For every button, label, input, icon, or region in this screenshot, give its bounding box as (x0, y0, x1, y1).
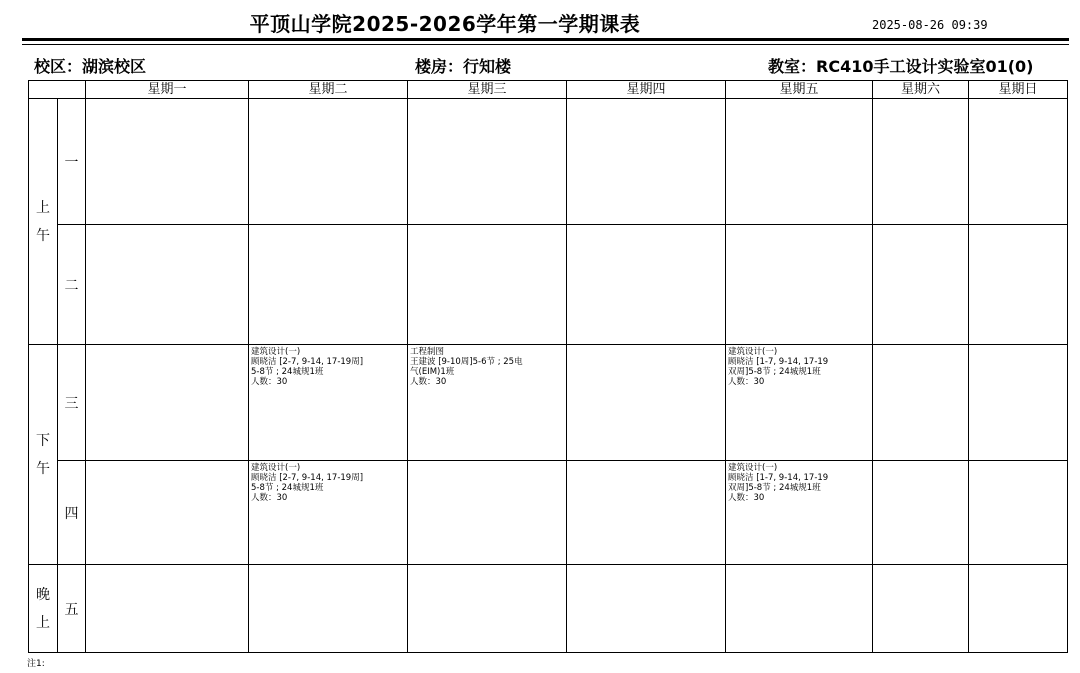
slot-p3-sun (969, 345, 1068, 461)
slot-p4-tue (249, 461, 408, 565)
slot-p5-wed (408, 565, 567, 653)
slot-p1-thu (567, 99, 726, 225)
slot-p1-sun (969, 99, 1068, 225)
footnote: 注1: (27, 659, 45, 669)
slot-p5-sun (969, 565, 1068, 653)
day-header-sunday: 星期日 (969, 81, 1068, 99)
day-header-tuesday: 星期二 (249, 81, 408, 99)
day-header-wednesday: 星期三 (408, 81, 567, 99)
day-header-saturday: 星期六 (873, 81, 969, 99)
half-day-evening-char-1: 晚 (36, 586, 50, 603)
header-rule-thick (22, 38, 1069, 41)
day-header-row (29, 81, 1068, 99)
course-entry: 工程制图 王建波 [9-10周]5-6节 ; 25电 气(EIM)1班 人数：30 (410, 347, 523, 387)
slot-p2-mon (86, 225, 249, 345)
slot-p1-tue (249, 99, 408, 225)
period-label-3: 三 (58, 345, 86, 461)
slot-p1-sat (873, 99, 969, 225)
slot-p4-sat (873, 461, 969, 565)
course-entry: 建筑设计(一) 顾晓洁 [1-7, 9-14, 17-19 双周]5-8节 ; 24城规1班 人数：30 (728, 347, 829, 387)
period-label-1: 一 (58, 99, 86, 225)
slot-p4-mon (86, 461, 249, 565)
header-rule-thin (22, 44, 1069, 45)
slot-p5-sat (873, 565, 969, 653)
slot-p5-fri (726, 565, 873, 653)
course-entry: 建筑设计(一) 顾晓洁 [2-7, 9-14, 17-19周] 5-8节 ; 24城规1班 人数：30 (251, 463, 364, 503)
slot-p3-wed (408, 345, 567, 461)
slot-p3-sat (873, 345, 969, 461)
page-title: 平顶山学院2025-2026学年第一学期课表 (249, 12, 641, 36)
slot-p3-tue (249, 345, 408, 461)
slot-p3-mon (86, 345, 249, 461)
half-day-morning (29, 99, 58, 345)
half-day-afternoon-char-2: 午 (36, 460, 50, 477)
half-day-morning-char-1: 上 (36, 199, 50, 216)
campus-label: 校区：湖滨校区 (34, 57, 147, 76)
day-header-thursday: 星期四 (567, 81, 726, 99)
slot-p5-mon (86, 565, 249, 653)
slot-p2-fri (726, 225, 873, 345)
slot-p2-tue (249, 225, 408, 345)
room-label: 教室：RC410手工设计实验室01(0) (768, 57, 1034, 76)
slot-p4-sun (969, 461, 1068, 565)
period-row-4 (29, 461, 1068, 565)
day-header-friday: 星期五 (726, 81, 873, 99)
period-label-4: 四 (58, 461, 86, 565)
slot-p5-thu (567, 565, 726, 653)
course-entry: 建筑设计(一) 顾晓洁 [2-7, 9-14, 17-19周] 5-8节 ; 24城规1班 人数：30 (251, 347, 364, 387)
period-row-1 (29, 99, 1068, 225)
slot-p3-thu (567, 345, 726, 461)
building-label: 楼房：行知楼 (415, 57, 512, 76)
slot-p1-mon (86, 99, 249, 225)
half-day-evening (29, 565, 58, 653)
period-row-3 (29, 345, 1068, 461)
slot-p3-fri (726, 345, 873, 461)
half-day-evening-char-2: 上 (36, 614, 50, 631)
slot-p5-tue (249, 565, 408, 653)
half-day-afternoon-char-1: 下 (36, 432, 50, 449)
slot-p2-thu (567, 225, 726, 345)
half-day-morning-char-2: 午 (36, 227, 50, 244)
timetable (28, 80, 1068, 653)
half-day-afternoon (29, 345, 58, 565)
period-label-2: 二 (58, 225, 86, 345)
slot-p2-sat (873, 225, 969, 345)
slot-p4-fri (726, 461, 873, 565)
day-header-monday: 星期一 (86, 81, 249, 99)
slot-p4-thu (567, 461, 726, 565)
slot-p1-fri (726, 99, 873, 225)
slot-p1-wed (408, 99, 567, 225)
print-timestamp: 2025-08-26 09:39 (872, 18, 988, 32)
slot-p4-wed (408, 461, 567, 565)
period-row-5 (29, 565, 1068, 653)
period-label-5: 五 (58, 565, 86, 653)
slot-p2-sun (969, 225, 1068, 345)
corner-cell (29, 81, 86, 99)
period-row-2 (29, 225, 1068, 345)
slot-p2-wed (408, 225, 567, 345)
course-entry: 建筑设计(一) 顾晓洁 [1-7, 9-14, 17-19 双周]5-8节 ; 24城规1班 人数：30 (728, 463, 829, 503)
